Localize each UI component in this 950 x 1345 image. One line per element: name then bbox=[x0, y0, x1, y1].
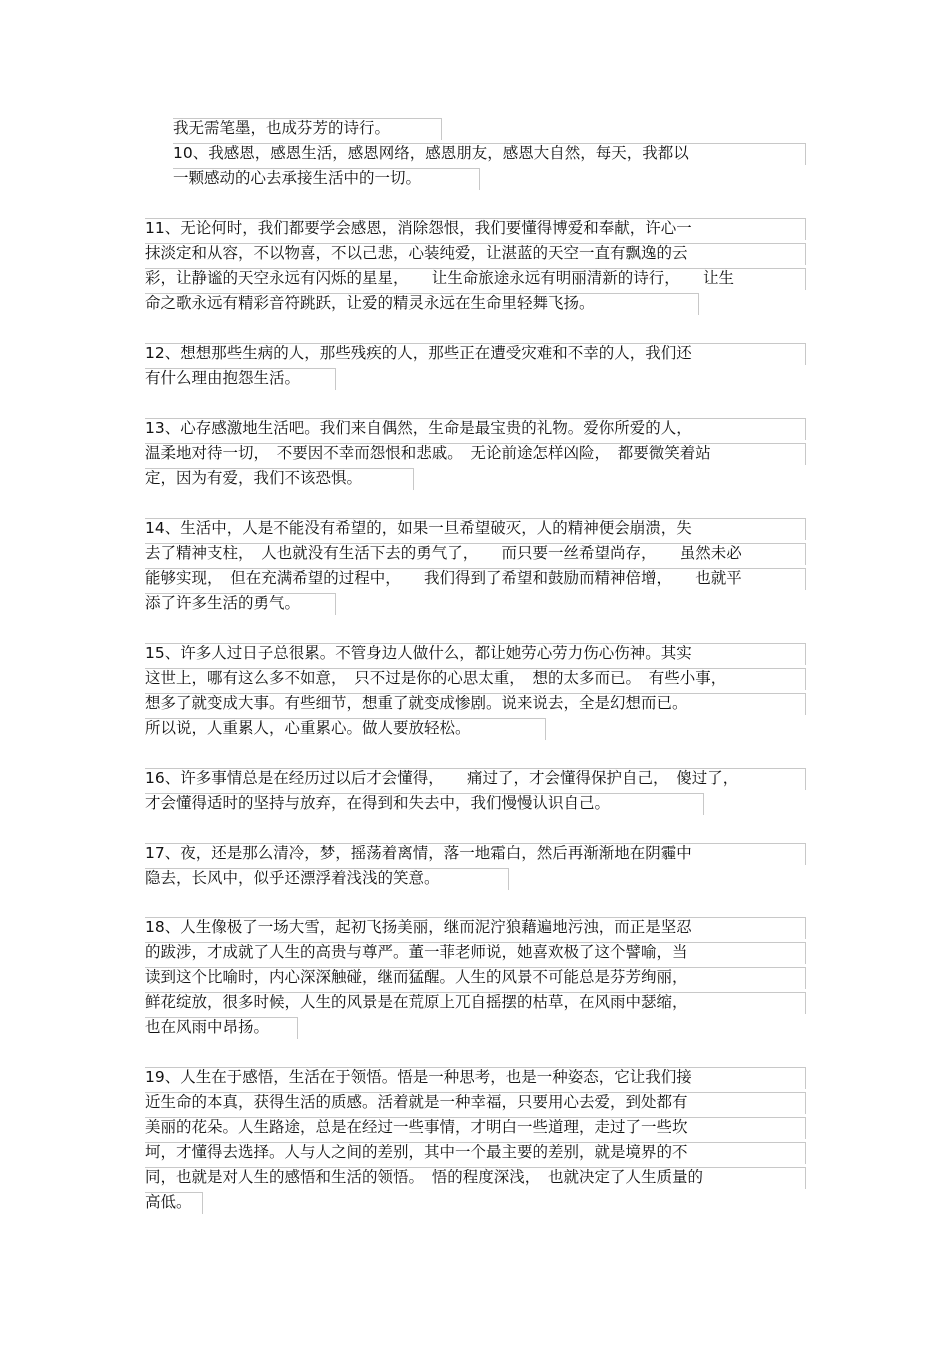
text-line: 这世上，哪有这么多不如意， 只不过是你的心思太重， 想的太多而已。 有些小事， bbox=[145, 666, 815, 691]
text-line: 隐去，长风中，似乎还漂浮着浅浅的笑意。 bbox=[145, 866, 815, 891]
text-line: 去了精神支柱， 人也就没有生活下去的勇气了， 而只要一丝希望尚存， 虽然未必 bbox=[145, 541, 815, 566]
paragraph-13 bbox=[145, 416, 815, 491]
text-line: 彩，让静谧的天空永远有闪烁的星星， 让生命旅途永远有明丽清新的诗行， 让生 bbox=[145, 266, 815, 291]
text-line: 定，因为有爱，我们不该恐惧。 bbox=[145, 466, 815, 491]
text-line: 命之歌永远有精彩音符跳跃，让爱的精灵永远在生命里轻舞飞扬。 bbox=[145, 291, 815, 316]
text-line: 同，也就是对人生的感悟和生活的领悟。 悟的程度深浅， 也就决定了人生质量的 bbox=[145, 1165, 815, 1190]
text-line: 我无需笔墨，也成芬芳的诗行。 bbox=[145, 116, 815, 141]
text-line: 近生命的本真，获得生活的质感。活着就是一种幸福，只要用心去爱，到处都有 bbox=[145, 1090, 815, 1115]
text-line: 有什么理由抱怨生活。 bbox=[145, 366, 815, 391]
text-line: 才会懂得适时的坚持与放弃，在得到和失去中，我们慢慢认识自己。 bbox=[145, 791, 815, 816]
paragraph-15 bbox=[145, 641, 815, 741]
text-line: 15、许多人过日子总很累。不管身边人做什么，都让她劳心劳力伤心伤神。其实 bbox=[145, 641, 815, 666]
paragraph-11 bbox=[145, 216, 815, 316]
text-line: 能够实现， 但在充满希望的过程中， 我们得到了希望和鼓励而精神倍增， 也就平 bbox=[145, 566, 815, 591]
text-line: 17、夜，还是那么清冷，梦，摇荡着离情，落一地霜白，然后再渐渐地在阴霾中 bbox=[145, 841, 815, 866]
text-line: 高低。 bbox=[145, 1190, 815, 1215]
paragraph-18 bbox=[145, 915, 815, 1040]
paragraph-16 bbox=[145, 766, 815, 816]
text-line: 温柔地对待一切， 不要因不幸而怨恨和悲戚。 无论前途怎样凶险， 都要微笑着站 bbox=[145, 441, 815, 466]
text-line: 抹淡定和从容，不以物喜，不以己悲，心装纯爱，让湛蓝的天空一直有飘逸的云 bbox=[145, 241, 815, 266]
text-line: 读到这个比喻时，内心深深触碰，继而猛醒。人生的风景不可能总是芬芳绚丽， bbox=[145, 965, 815, 990]
text-line: 18、人生像极了一场大雪，起初飞扬美丽，继而泥泞狼藉遍地污浊，而正是坚忍 bbox=[145, 915, 815, 940]
text-line: 19、人生在于感悟，生活在于领悟。悟是一种思考，也是一种姿态，它让我们接 bbox=[145, 1065, 815, 1090]
text-line: 11、无论何时，我们都要学会感恩，消除怨恨，我们要懂得博爱和奉献，许心一 bbox=[145, 216, 815, 241]
text-line: 添了许多生活的勇气。 bbox=[145, 591, 815, 616]
text-line: 12、想想那些生病的人，那些残疾的人，那些正在遭受灾难和不幸的人，我们还 bbox=[145, 341, 815, 366]
text-line: 想多了就变成大事。有些细节，想重了就变成惨剧。说来说去，全是幻想而已。 bbox=[145, 691, 815, 716]
text-line: 所以说，人重累人，心重累心。做人要放轻松。 bbox=[145, 716, 815, 741]
paragraph-17 bbox=[145, 841, 815, 891]
text-line: 美丽的花朵。人生路途，总是在经过一些事情，才明白一些道理，走过了一些坎 bbox=[145, 1115, 815, 1140]
paragraph-14 bbox=[145, 516, 815, 616]
text-line: 鲜花绽放，很多时候，人生的风景是在荒原上兀自摇摆的枯草，在风雨中瑟缩， bbox=[145, 990, 815, 1015]
text-line: 一颗感动的心去承接生活中的一切。 bbox=[145, 166, 815, 191]
paragraph-9-10 bbox=[145, 116, 815, 191]
paragraph-19 bbox=[145, 1065, 815, 1215]
text-line: 16、许多事情总是在经历过以后才会懂得， 痛过了，才会懂得保护自己， 傻过了， bbox=[145, 766, 815, 791]
text-line: 坷，才懂得去选择。人与人之间的差别，其中一个最主要的差别，就是境界的不 bbox=[145, 1140, 815, 1165]
paragraph-12 bbox=[145, 341, 815, 391]
text-line: 13、心存感激地生活吧。我们来自偶然，生命是最宝贵的礼物。爱你所爱的人， bbox=[145, 416, 815, 441]
text-line: 也在风雨中昂扬。 bbox=[145, 1015, 815, 1040]
text-line: 14、生活中，人是不能没有希望的，如果一旦希望破灭，人的精神便会崩溃，失 bbox=[145, 516, 815, 541]
text-line: 10、我感恩，感恩生活，感恩网络，感恩朋友，感恩大自然，每天，我都以 bbox=[145, 141, 815, 166]
text-line: 的跋涉，才成就了人生的高贵与尊严。董一菲老师说，她喜欢极了这个譬喻，当 bbox=[145, 940, 815, 965]
